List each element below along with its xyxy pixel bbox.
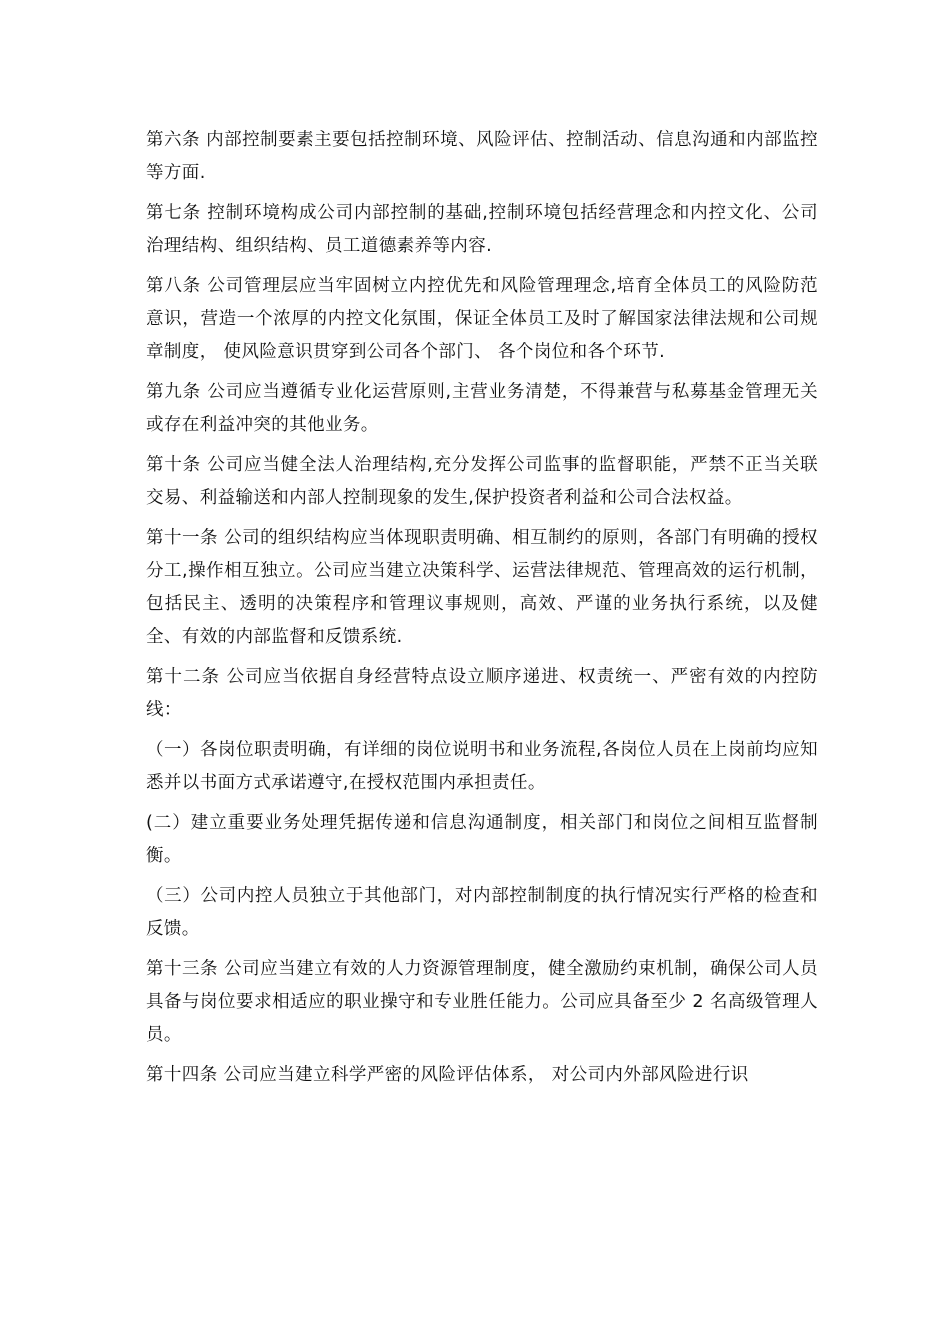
article-12-item-3: （三）公司内控人员独立于其他部门，对内部控制制度的执行情况实行严格的检查和反馈。: [146, 886, 818, 939]
article-6: 第六条 内部控制要素主要包括控制环境、风险评估、控制活动、信息沟通和内部监控等方面.: [146, 130, 818, 183]
article-13: 第十三条 公司应当建立有效的人力资源管理制度，健全激励约束机制，确保公司人员具备与岗位要求相适应的职业操守和专业胜任能力。公司应具备至少 2 名高级管理人员。: [146, 959, 818, 1045]
article-9: 第九条 公司应当遵循专业化运营原则,主营业务清楚，不得兼营与私募基金管理无关或存在利益冲突的其他业务。: [146, 382, 818, 435]
article-12-item-1: （一）各岗位职责明确，有详细的岗位说明书和业务流程,各岗位人员在上岗前均应知悉并以书面方式承诺遵守,在授权范围内承担责任。: [146, 740, 818, 793]
article-12-item-2: (二）建立重要业务处理凭据传递和信息沟通制度，相关部门和岗位之间相互监督制衡。: [146, 813, 818, 866]
article-14: 第十四条 公司应当建立科学严密的风险评估体系， 对公司内外部风险进行识: [146, 1065, 749, 1085]
article-10: 第十条 公司应当健全法人治理结构,充分发挥公司监事的监督职能，严禁不正当关联交易、利益输送和内部人控制现象的发生,保护投资者利益和公司合法权益。: [146, 455, 818, 508]
article-12: 第十二条 公司应当依据自身经营特点设立顺序递进、权责统一、严密有效的内控防线：: [146, 667, 818, 720]
document-body: [146, 124, 818, 1099]
article-8: 第八条 公司管理层应当牢固树立内控优先和风险管理理念,培育全体员工的风险防范意识，营造一个浓厚的内控文化氛围，保证全体员工及时了解国家法律法规和公司规章制度， 使风险意识贯穿到公司各个部门、 各个岗位和各个环节.: [146, 276, 818, 362]
article-7: 第七条 控制环境构成公司内部控制的基础,控制环境包括经营理念和内控文化、公司治理结构、组织结构、员工道德素养等内容.: [146, 203, 818, 256]
article-11: 第十一条 公司的组织结构应当体现职责明确、相互制约的原则，各部门有明确的授权分工,操作相互独立。公司应当建立决策科学、运营法律规范、管理高效的运行机制，包括民主、透明的决策程序和管理议事规则，高效、严谨的业务执行系统，以及健全、有效的内部监督和反馈系统.: [146, 528, 818, 647]
